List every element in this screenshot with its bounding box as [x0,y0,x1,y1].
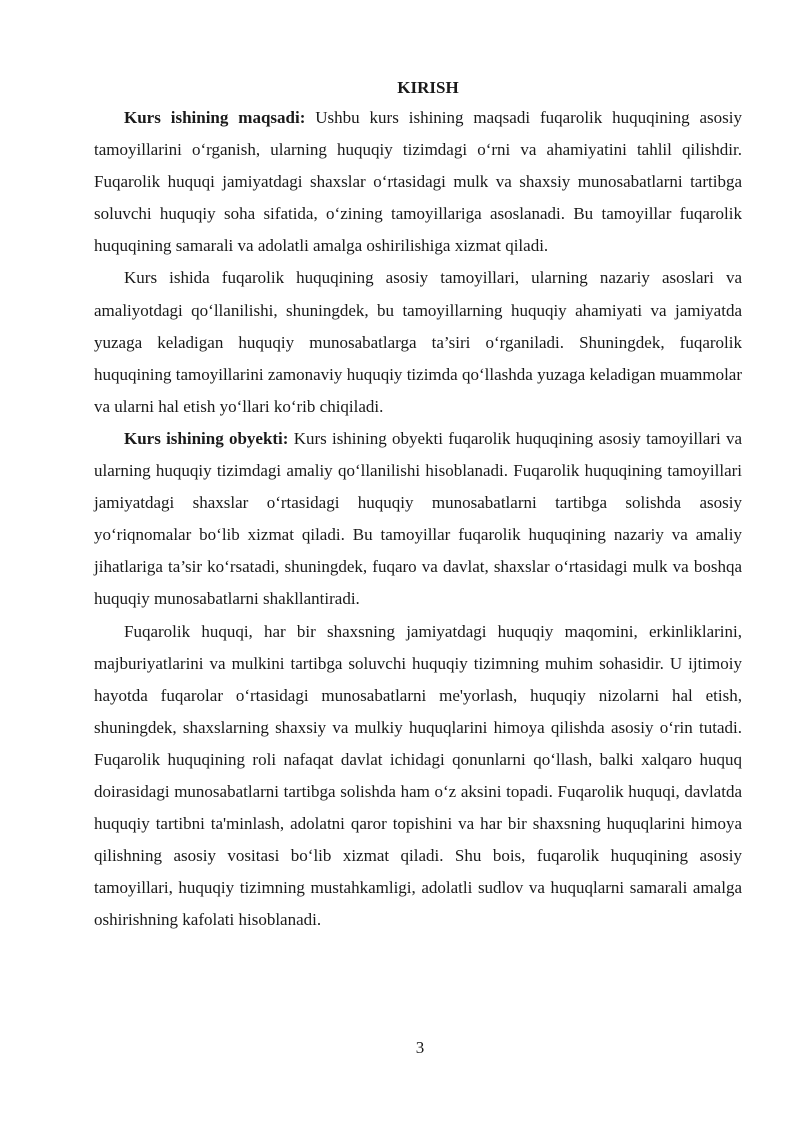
paragraph-object [94,423,742,616]
paragraph-lead: Kurs ishining obyekti: [124,428,289,448]
paragraph-text: Kurs ishida fuqarolik huquqining asosiy tamoyillari, ularning nazariy asoslari va amaliyotdagi qo‘llanilishi, shuningdek, bu tamoyillarning huquqiy ahamiyati va jamiyatda yuzaga keladigan huquqiy munosabatlarga ta’siri o‘rganiladi. Shuningdek, fuqarolik huquqining tamoyillarini zamonaviy huquqiy tizimda qo‘llashda yuzaga keladigan muammolar va ularni hal etish yo‘llari ko‘rib chiqiladi. [94,268,742,416]
paragraph-lead: Kurs ishining maqsadi: [124,108,306,127]
document-body [94,74,742,936]
paragraph-text: Kurs ishining obyekti fuqarolik huquqining asosiy tamoyillari va ularning huquqiy tizimdagi amaliy qo‘llanilishi hisoblanadi. Fuqarolik huquqining tamoyillari jamiyatdagi shaxslar o‘rtasidagi huquqiy munosabatlarni tartibga solishda asosiy yo‘riqnomalar bo‘lib xizmat qiladi. Bu tamoyillar fuqarolik huquqining nazariy va amaliy jihatlariga ta’sir ko‘rsatadi, shuningdek, fuqaro va davlat, shaxslar o‘rtasidagi mulk va boshqa huquqiy munosabatlarni shakllantiradi. [94,428,743,609]
paragraph-scope [94,262,742,422]
paragraph-civil-law [94,616,742,937]
paragraph-purpose [94,102,742,262]
page-number: 3 [415,1038,425,1057]
paragraph-text: Ushbu kurs ishining maqsadi fuqarolik huquqining asosiy tamoyillarini o‘rganish, ularning huquqiy tizimdagi o‘rni va ahamiyatini tahlil qilishdir. Fuqarolik huquqi jamiyatdagi shaxslar o‘rtasidagi mulk va shaxsiy munosabatlarni tartibga soluvchi huquqiy soha sifatida, o‘zining tamoyillariga asoslanadi. Bu tamoyillar fuqarolik huquqining samarali va adolatli amalga oshirilishiga xizmat qiladi. [94,108,743,256]
paragraph-text: Fuqarolik huquqi, har bir shaxsning jamiyatdagi huquqiy maqomini, erkinliklarini, majburiyatlarini va mulkini tartibga soluvchi huquqiy tizimning muhim sohasidir. U ijtimoiy hayotda fuqarolar o‘rtasidagi munosabatlarni me'yorlash, huquqiy nizolarni hal etish, shuningdek, shaxslarning shaxsiy va mulkiy huquqlarini himoya qilishda asosiy o‘rin tutadi. Fuqarolik huquqining roli nafaqat davlat ichidagi qonunlarni qo‘llash, balki xalqaro huquq doirasidagi munosabatlarni tartibga solishda ham o‘z aksini topadi. Fuqarolik huquqi, davlatda huquqiy tartibni ta'minlash, adolatni qaror topishini va har bir shaxsning huquqlarini himoya qilishning asosiy vositasi bo‘lib xizmat qiladi. Shu bois, fuqarolik huquqining asosiy tamoyillari, huquqiy tizimning mustahkamligi, adolatli sudlov va huquqlarni samarali amalga oshirishning kafolati hisoblanadi. [94,621,742,930]
page-title: KIRISH [397,78,459,97]
